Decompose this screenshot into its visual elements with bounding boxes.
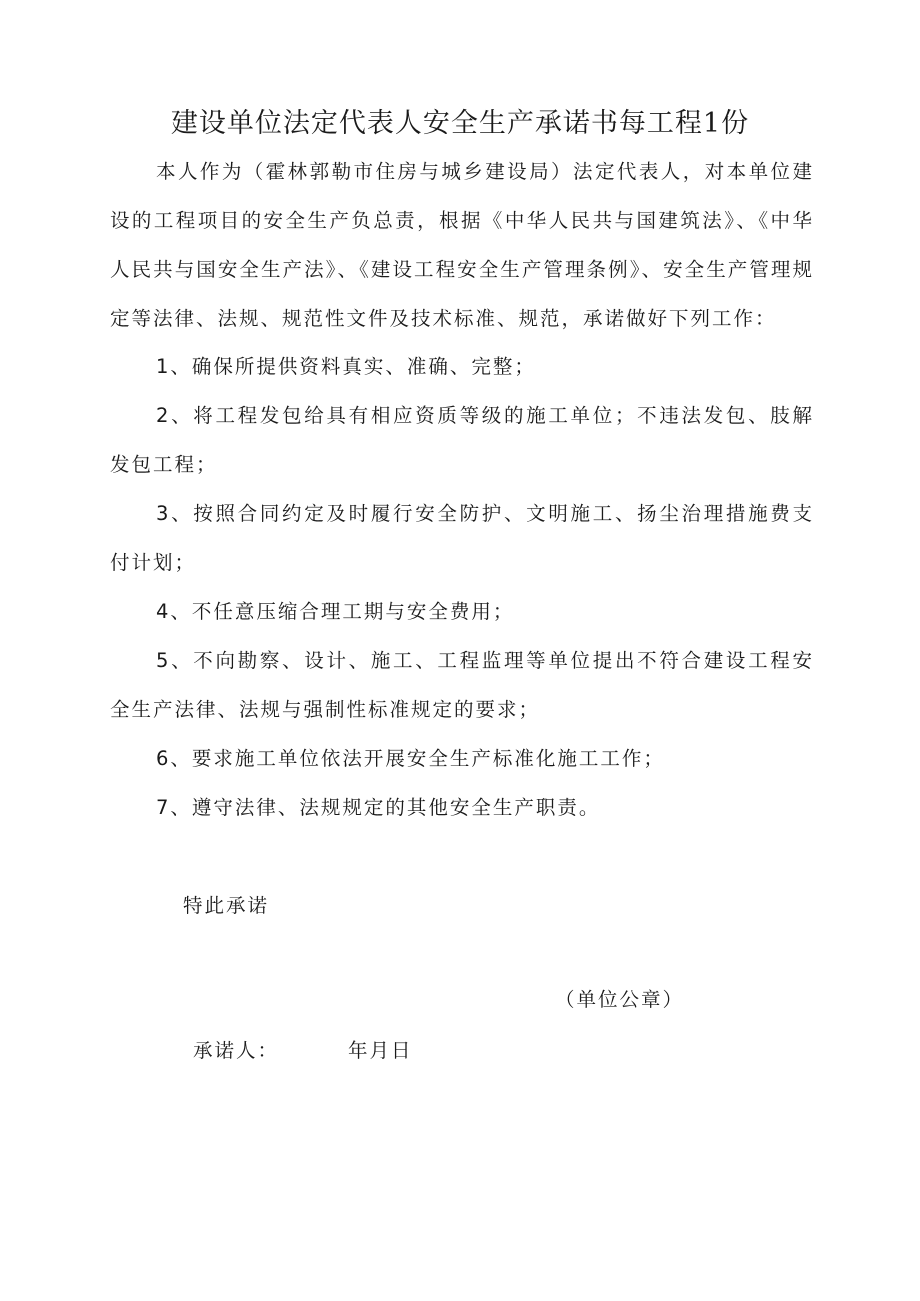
date-label: 年月日 [348, 1039, 413, 1062]
unit-seal-label: （单位公章） [555, 988, 685, 1011]
document-title: 建设单位法定代表人安全生产承诺书每工程1份 [170, 108, 750, 139]
commitment-item-3: 3、按照合同约定及时履行安全防护、文明施工、扬尘治理措施费支付计划； [110, 502, 814, 574]
intro-paragraph: 本人作为（霍林郭勒市住房与城乡建设局）法定代表人，对本单位建设的工程项目的安全生产负总责，根据《中华人民共与国建筑法》、《中华人民共与国安全生产法》、《建设工程安全生产管理条例》、安全生产管理规定等法律、法规、规范性文件及技术标准、规范，承诺做好下列工作： [110, 160, 814, 330]
commitment-item-2: 2、将工程发包给具有相应资质等级的施工单位；不违法发包、肢解发包工程； [110, 404, 814, 476]
commitment-item-7: 7、遵守法律、法规规定的其他安全生产职责。 [156, 796, 601, 819]
commitment-item-1: 1、确保所提供资料真实、准确、完整； [156, 355, 536, 378]
promiser-label: 承诺人： [193, 1039, 280, 1062]
commitment-item-5: 5、不向勘察、设计、施工、工程监理等单位提出不符合建设工程安全生产法律、法规与强制性标准规定的要求； [110, 649, 814, 721]
commitment-item-6: 6、要求施工单位依法开展安全生产标准化施工工作； [156, 747, 665, 770]
closing-statement: 特此承诺 [183, 894, 270, 917]
commitment-item-4: 4、不任意压缩合理工期与安全费用； [156, 600, 515, 623]
